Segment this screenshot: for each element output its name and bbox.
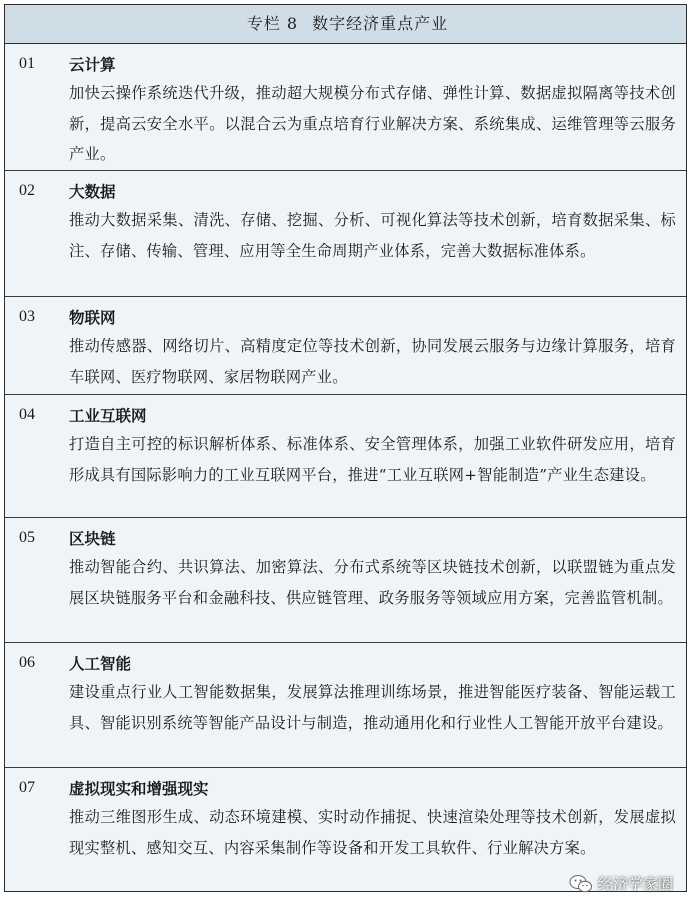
- section-artificial-intelligence: [5, 643, 686, 768]
- section-iot: [5, 297, 686, 395]
- section-header: [19, 177, 676, 205]
- watermark: [569, 873, 673, 894]
- column-box: [4, 4, 687, 892]
- section-blockchain: [5, 518, 686, 643]
- section-number: 02: [19, 182, 35, 199]
- section-text: 建设重点行业人工智能数据集，发展算法推理训练场景，推进智能医疗装备、智能运载工具、智能识别系统等智能产品设计与制造，推动通用化和行业性人工智能开放平台建设。: [69, 683, 676, 732]
- section-header: [19, 401, 676, 429]
- section-header: [19, 303, 676, 331]
- section-number: 06: [19, 654, 35, 671]
- section-text: 打造自主可控的标识解析体系、标准体系、安全管理体系，加强工业软件研发应用，培育形成具有国际影响力的工业互联网平台，推进“工业互联网+智能制造”产业生态建设。: [69, 435, 676, 484]
- section-big-data: [5, 171, 686, 297]
- section-industrial-internet: [5, 395, 686, 518]
- section-number: 03: [19, 308, 35, 325]
- watermark-text: 经济学家圈: [597, 875, 673, 893]
- section-text: 推动传感器、网络切片、高精度定位等技术创新，协同发展云服务与边缘计算服务，培育车联网、医疗物联网、家居物联网产业。: [69, 337, 676, 386]
- section-name: 物联网: [69, 308, 116, 327]
- section-name: 工业互联网: [69, 406, 147, 425]
- section-number: 07: [19, 779, 35, 796]
- section-name: 虚拟现实和增强现实: [69, 779, 209, 798]
- section-name: 云计算: [69, 55, 116, 74]
- section-number: 05: [19, 529, 35, 546]
- section-header: [19, 774, 676, 802]
- box-title-text: 数字经济重点产业: [312, 14, 449, 33]
- section-name: 人工智能: [69, 654, 132, 673]
- box-title-prefix: 专栏 8: [246, 14, 299, 33]
- section-header: [19, 50, 676, 78]
- section-text: 推动智能合约、共识算法、加密算法、分布式系统等区块链技术创新，以联盟链为重点发展区块链服务平台和金融科技、供应链管理、政务服务等领域应用方案，完善监管机制。: [69, 558, 676, 607]
- section-text: 推动三维图形生成、动态环境建模、实时动作捕捉、快速渲染处理等技术创新，发展虚拟现实整机、感知交互、内容采集制作等设备和开发工具软件、行业解决方案。: [69, 808, 676, 857]
- section-name: 大数据: [69, 182, 116, 201]
- box-title: [5, 5, 686, 44]
- wechat-icon: [569, 874, 593, 894]
- section-cloud-computing: [5, 44, 686, 171]
- section-text: 推动大数据采集、清洗、存储、挖掘、分析、可视化算法等技术创新，培育数据采集、标注、存储、传输、管理、应用等全生命周期产业体系，完善大数据标准体系。: [69, 211, 676, 260]
- section-number: 01: [19, 55, 35, 72]
- section-header: [19, 524, 676, 552]
- section-text: 加快云操作系统迭代升级，推动超大规模分布式存储、弹性计算、数据虚拟隔离等技术创新，提高云安全水平。以混合云为重点培育行业解决方案、系统集成、运维管理等云服务产业。: [69, 84, 676, 163]
- section-name: 区块链: [69, 529, 116, 548]
- section-header: [19, 649, 676, 677]
- section-number: 04: [19, 406, 35, 423]
